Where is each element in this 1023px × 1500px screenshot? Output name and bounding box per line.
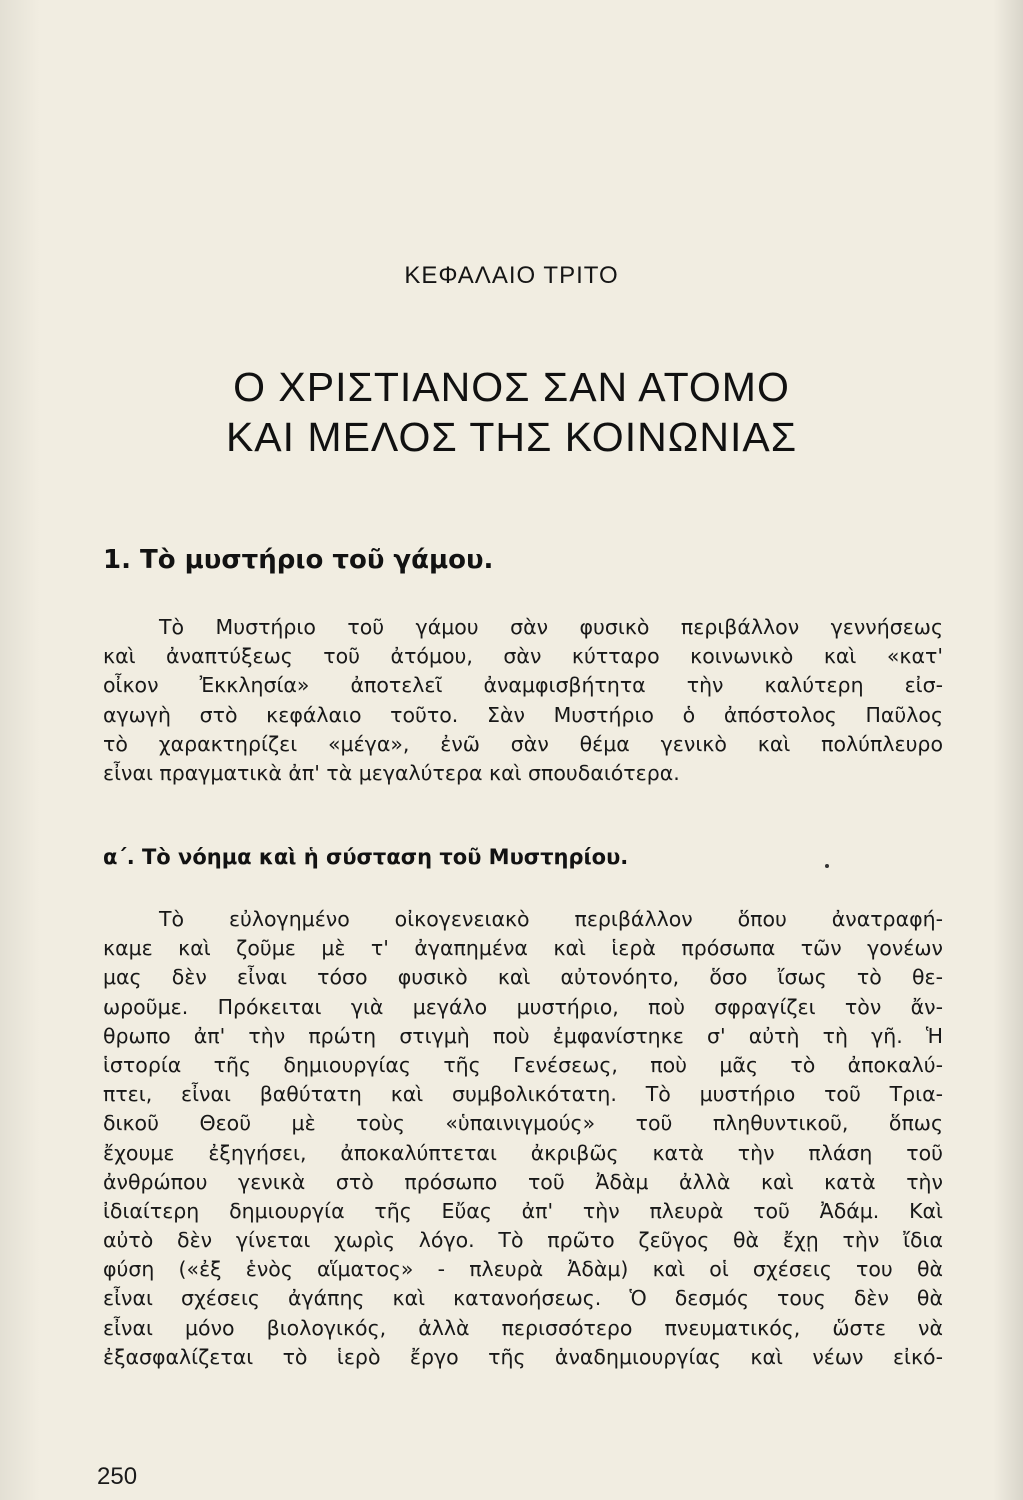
paragraph-line: ἱστορία τῆς δημιουργίας τῆς Γενέσεως, ποὺ μᾶς τὸ ἀποκαλύ- bbox=[103, 1052, 943, 1077]
paragraph-line: Τὸ εὐλογημένο οἰκογενειακὸ περιβάλλον ὅπου ἀνατραφή- bbox=[159, 907, 943, 931]
chapter-title-line-2: ΚΑΙ ΜΕΛΟΣ ΤΗΣ ΚΟΙΝΩΝΙΑΣ bbox=[225, 414, 798, 460]
paragraph-line: οἶκον Ἐκκλησία» ἀποτελεῖ ἀναμφισβήτητα τὴν καλύτερη εἰσ- bbox=[103, 673, 943, 698]
chapter-label: ΚΕΦΑΛΑΙΟ ΤΡΙΤΟ bbox=[404, 262, 619, 289]
paragraph-line: ωροῦμε. Πρόκειται γιὰ μεγάλο μυστήριο, ποὺ σφραγίζει τὸν ἄν- bbox=[103, 994, 943, 1019]
page-number: 250 bbox=[97, 1463, 138, 1490]
paragraph-line: τὸ χαρακτηρίζει «μέγα», ἐνῶ σὰν θέμα γενικὸ καὶ πολύπλευρο bbox=[103, 731, 943, 756]
paragraph-line: καὶ ἀναπτύξεως τοῦ ἀτόμου, σὰν κύτταρο κοινωνικὸ καὶ «κατ' bbox=[103, 644, 943, 669]
paragraph-line: εἶναι πραγματικὰ ἀπ' τὰ μεγαλύτερα καὶ σπουδαιότερα. bbox=[103, 760, 680, 785]
paragraph-line: αγωγὴ στὸ κεφάλαιο τοῦτο. Σὰν Μυστήριο ὁ ἀπόστολος Παῦλος bbox=[103, 702, 943, 727]
paragraph-line: αὐτὸ δὲν γίνεται χωρὶς λόγο. Τὸ πρῶτο ζεῦγος θὰ ἔχῃ τὴν ἴδια bbox=[103, 1228, 943, 1253]
paragraph-line: δικοῦ Θεοῦ μὲ τοὺς «ὑπαινιγμούς» τοῦ πληθυντικοῦ, ὅπως bbox=[103, 1111, 943, 1136]
subsection-paragraph bbox=[103, 905, 943, 1372]
paragraph-line: εἶναι μόνο βιολογικός, ἀλλὰ περισσότερο πνευματικός, ὥστε νὰ bbox=[103, 1315, 943, 1340]
section-paragraph bbox=[103, 613, 943, 788]
paragraph-line: φύση («ἐξ ἑνὸς αἵματος» - πλευρὰ Ἀδὰμ) καὶ οἱ σχέσεις του θὰ bbox=[103, 1257, 943, 1282]
paragraph-line: εἶναι σχέσεις ἀγάπης καὶ κατανοήσεως. Ὁ δεσμός τους δὲν θὰ bbox=[103, 1286, 943, 1311]
paragraph-line: ἔχουμε ἐξηγήσει, ἀποκαλύπτεται ἀκριβῶς κατὰ τὴν πλάση τοῦ bbox=[103, 1140, 943, 1165]
paragraph-line: πτει, εἶναι βαθύτατη καὶ συμβολικότατη. Τὸ μυστήριο τοῦ Τρια- bbox=[103, 1082, 943, 1107]
paragraph-line: ἰδιαίτερη δημιουργία τῆς Εὔας ἀπ' τὴν πλευρὰ τοῦ Ἀδάμ. Καὶ bbox=[103, 1198, 943, 1223]
paragraph-line: καμε καὶ ζοῦμε μὲ τ' ἀγαπημένα καὶ ἱερὰ πρόσωπα τῶν γονέων bbox=[103, 936, 943, 961]
subsection-heading: α΄. Τὸ νόημα καὶ ἡ σύσταση τοῦ Μυστηρίου. bbox=[103, 845, 629, 869]
paragraph-line: Τὸ Μυστήριο τοῦ γάμου σὰν φυσικὸ περιβάλλον γεννήσεως bbox=[159, 615, 943, 639]
paragraph-line: ἐξασφαλίζεται τὸ ἱερὸ ἔργο τῆς ἀναδημιουργίας καὶ νέων εἰκό- bbox=[103, 1344, 943, 1369]
section-heading: 1. Τὸ μυστήριο τοῦ γάμου. bbox=[103, 545, 494, 575]
chapter-title-line-1: Ο ΧΡΙΣΤΙΑΝΟΣ ΣΑΝ ΑΤΟΜΟ bbox=[233, 364, 790, 410]
paragraph-line: θρωπο ἀπ' τὴν πρώτη στιγμὴ ποὺ ἐμφανίστηκε σ' αὐτὴ τὴ γῆ. Ἡ bbox=[103, 1023, 943, 1048]
chapter-title bbox=[0, 362, 1023, 462]
stray-dot bbox=[825, 864, 829, 868]
paragraph-line: μας δὲν εἶναι τόσο φυσικὸ καὶ αὐτονόητο, ὅσο ἴσως τὸ θε- bbox=[103, 965, 943, 990]
paragraph-line: ἀνθρώπου γενικὰ στὸ πρόσωπο τοῦ Ἀδὰμ ἀλλὰ καὶ κατὰ τὴν bbox=[103, 1169, 943, 1194]
